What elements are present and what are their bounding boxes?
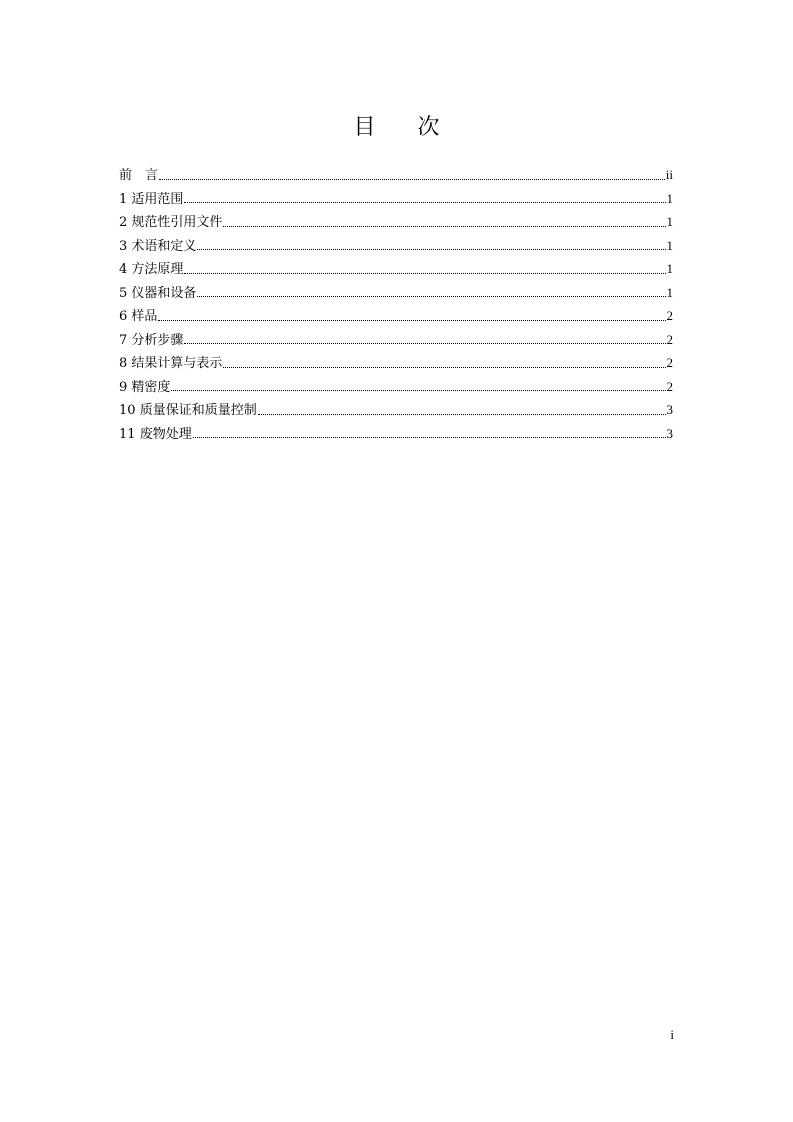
- toc-entry-page: 1: [666, 214, 673, 229]
- toc-entry-number: 2: [119, 215, 128, 230]
- toc-entry[interactable]: [119, 304, 673, 328]
- toc-dot-leader: [158, 319, 665, 321]
- toc-entry-page: 3: [666, 402, 673, 417]
- toc-entry-page: 1: [666, 237, 673, 253]
- toc-entry-label: 样品: [131, 309, 158, 324]
- toc-entry-page: 2: [666, 355, 673, 370]
- toc-entry-label: 适用范围: [131, 191, 184, 207]
- toc-entry-page: ii: [665, 167, 673, 182]
- toc-entry-number: 11: [119, 426, 136, 442]
- title-part-1: 目: [353, 115, 376, 140]
- toc-entry-label: 仪器和设备: [131, 285, 197, 301]
- toc-entry[interactable]: [119, 281, 673, 305]
- toc-dot-leader: [184, 272, 665, 274]
- toc-dot-leader: [184, 201, 665, 203]
- page-title: [0, 113, 793, 143]
- toc-entry[interactable]: [119, 234, 673, 258]
- toc-entry-label: 废物处理: [139, 426, 192, 442]
- toc-entry-label: 规范性引用文件: [131, 215, 223, 230]
- table-of-contents: [119, 163, 673, 445]
- toc-dot-leader: [184, 342, 665, 344]
- toc-dot-leader: [193, 436, 666, 438]
- toc-dot-leader: [171, 389, 665, 391]
- toc-entry[interactable]: [119, 398, 673, 422]
- toc-entry-page: 2: [666, 308, 673, 323]
- toc-entry-number: 6: [119, 309, 128, 324]
- toc-entry-label: 分析步骤: [131, 332, 184, 348]
- footer-page-number: i: [670, 1027, 674, 1042]
- toc-entry[interactable]: [119, 187, 673, 211]
- toc-dot-leader: [223, 366, 665, 368]
- toc-entry-label: 结果计算与表示: [131, 356, 223, 371]
- toc-entry-page: 2: [666, 331, 673, 347]
- toc-dot-leader: [197, 295, 665, 297]
- toc-entry-label: 方法原理: [131, 262, 184, 277]
- toc-entry-number: 10: [119, 403, 136, 418]
- toc-entry-page: 1: [666, 284, 673, 300]
- toc-entry-page: 3: [666, 425, 673, 441]
- title-part-2: 次: [417, 115, 440, 140]
- toc-dot-leader: [159, 178, 665, 180]
- toc-entry-label: 术语和定义: [131, 238, 197, 254]
- toc-entry[interactable]: [119, 328, 673, 352]
- toc-entry-page: 2: [666, 378, 673, 394]
- toc-entry[interactable]: [119, 351, 673, 375]
- toc-entry[interactable]: [119, 257, 673, 281]
- toc-entry-label: 质量保证和质量控制: [139, 403, 257, 418]
- toc-entry-page: 1: [666, 190, 673, 206]
- toc-entry-number: 1: [119, 191, 128, 207]
- toc-entry[interactable]: [119, 163, 673, 187]
- toc-entry[interactable]: [119, 375, 673, 399]
- toc-entry-number: 5: [119, 285, 128, 301]
- toc-dot-leader: [223, 225, 665, 227]
- toc-entry-page: 1: [666, 261, 673, 276]
- toc-entry-label: 精密度: [131, 379, 171, 395]
- toc-dot-leader: [258, 413, 666, 415]
- toc-entry[interactable]: [119, 210, 673, 234]
- toc-entry-number: 3: [119, 238, 128, 254]
- toc-entry-number: 7: [119, 332, 128, 348]
- toc-entry-number: 4: [119, 262, 128, 277]
- toc-entry-number: 8: [119, 356, 128, 371]
- toc-entry-label: 前 言: [119, 168, 159, 183]
- toc-dot-leader: [197, 248, 665, 250]
- toc-entry[interactable]: [119, 422, 673, 446]
- toc-entry-number: 9: [119, 379, 128, 395]
